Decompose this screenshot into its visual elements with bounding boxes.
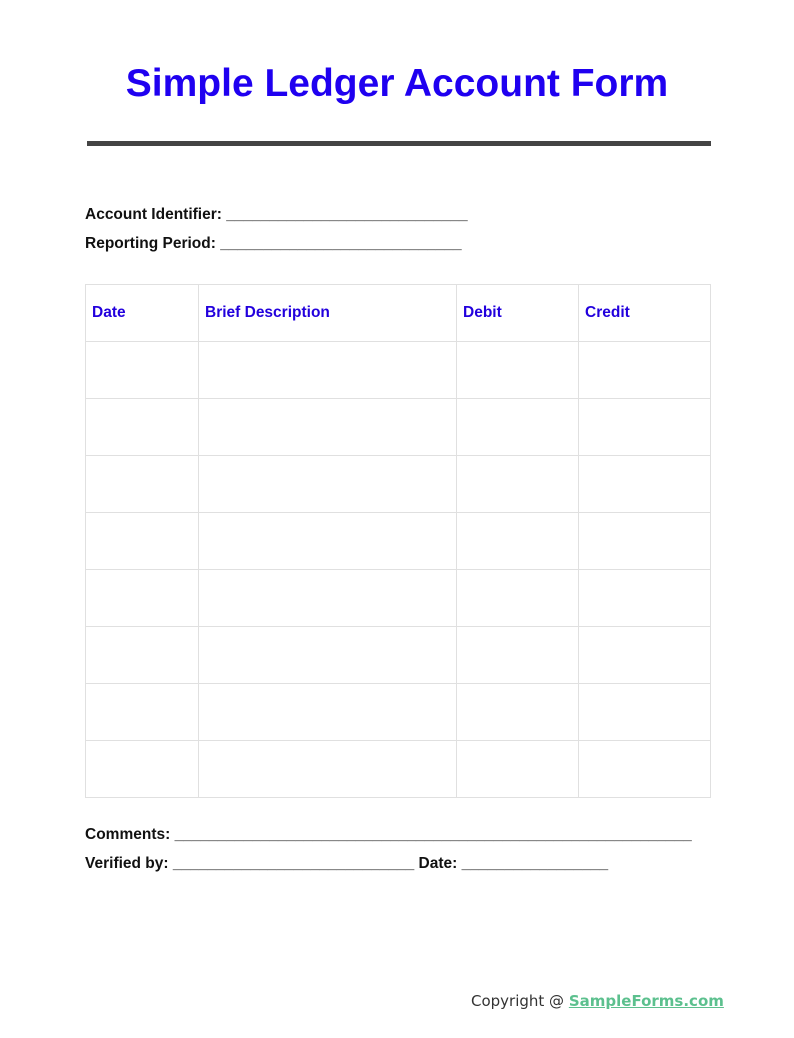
cell-credit[interactable]	[579, 456, 711, 513]
cell-date[interactable]	[86, 627, 199, 684]
cell-description[interactable]	[199, 627, 457, 684]
cell-debit[interactable]	[457, 342, 579, 399]
copyright-footer	[471, 992, 724, 1010]
cell-description[interactable]	[199, 741, 457, 798]
header-debit: Debit	[457, 285, 579, 342]
cell-date[interactable]	[86, 513, 199, 570]
cell-description[interactable]	[199, 399, 457, 456]
cell-description[interactable]	[199, 513, 457, 570]
header-date: Date	[86, 285, 199, 342]
cell-description[interactable]	[199, 684, 457, 741]
cell-description[interactable]	[199, 456, 457, 513]
cell-credit[interactable]	[579, 570, 711, 627]
table-row	[86, 456, 711, 513]
table-row	[86, 570, 711, 627]
verified-by-field[interactable]: Verified by: ____________________________ Date: _________________	[85, 855, 609, 872]
cell-credit[interactable]	[579, 513, 711, 570]
cell-debit[interactable]	[457, 513, 579, 570]
cell-date[interactable]	[86, 570, 199, 627]
table-row	[86, 627, 711, 684]
cell-date[interactable]	[86, 684, 199, 741]
account-identifier-field[interactable]: Account Identifier: ____________________________	[85, 206, 468, 223]
title-divider	[87, 141, 711, 146]
cell-credit[interactable]	[579, 342, 711, 399]
cell-credit[interactable]	[579, 741, 711, 798]
page-title: Simple Ledger Account Form	[125, 62, 669, 105]
cell-debit[interactable]	[457, 684, 579, 741]
cell-credit[interactable]	[579, 399, 711, 456]
cell-credit[interactable]	[579, 684, 711, 741]
cell-debit[interactable]	[457, 399, 579, 456]
ledger-table	[85, 284, 711, 798]
reporting-period-field[interactable]: Reporting Period: ____________________________	[85, 235, 462, 252]
table-row	[86, 513, 711, 570]
comments-field[interactable]: Comments: ____________________________________________________________	[85, 826, 692, 843]
cell-date[interactable]	[86, 741, 199, 798]
header-brief-description: Brief Description	[199, 285, 457, 342]
cell-debit[interactable]	[457, 741, 579, 798]
table-header-row	[86, 285, 711, 342]
cell-date[interactable]	[86, 399, 199, 456]
cell-date[interactable]	[86, 342, 199, 399]
cell-debit[interactable]	[457, 570, 579, 627]
header-credit: Credit	[579, 285, 711, 342]
cell-credit[interactable]	[579, 627, 711, 684]
cell-debit[interactable]	[457, 456, 579, 513]
copyright-text: Copyright @	[471, 992, 569, 1010]
table-row	[86, 684, 711, 741]
cell-description[interactable]	[199, 570, 457, 627]
cell-date[interactable]	[86, 456, 199, 513]
table-row	[86, 741, 711, 798]
cell-debit[interactable]	[457, 627, 579, 684]
table-row	[86, 342, 711, 399]
table-row	[86, 399, 711, 456]
brand-link[interactable]: SampleForms.com	[568, 992, 724, 1010]
cell-description[interactable]	[199, 342, 457, 399]
